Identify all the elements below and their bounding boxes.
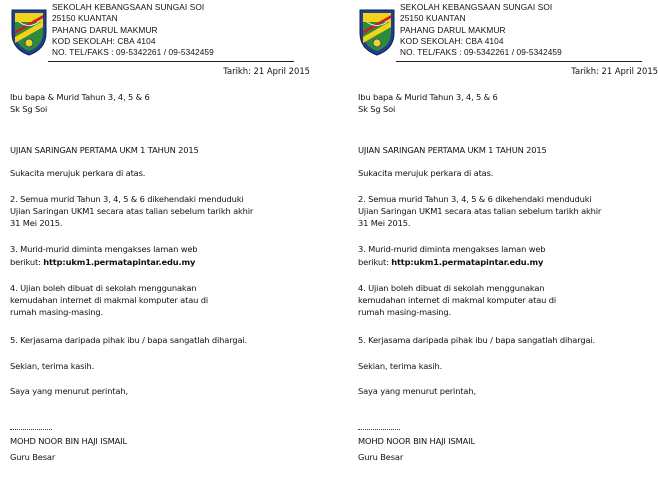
paragraph-3-line-1: 3. Murid-murid diminta mengakses laman web	[10, 244, 198, 254]
header-divider	[48, 61, 294, 62]
school-state: PAHANG DARUL MAKMUR	[400, 24, 506, 35]
paragraph-3-line-2	[10, 257, 195, 267]
signature-line	[358, 429, 400, 430]
paragraph-4-line-3: rumah masing-masing.	[358, 307, 452, 317]
school-code: KOD SEKOLAH: CBA 4104	[400, 35, 504, 46]
website-url[interactable]: http:ukm1.permatapintar.edu.my	[43, 257, 196, 267]
school-crest-logo	[358, 7, 396, 57]
paragraph-3-prefix: berikut:	[358, 257, 392, 267]
school-letterhead	[52, 2, 292, 58]
reference-line: Sukacita merujuk perkara di atas.	[10, 168, 146, 178]
school-postcode-city: 25150 KUANTAN	[400, 13, 466, 24]
website-url[interactable]: http:ukm1.permatapintar.edu.my	[391, 257, 544, 267]
recipient-line-1: Ibu bapa & Murid Tahun 3, 4, 5 & 6	[358, 92, 498, 102]
school-name: SEKOLAH KEBANGSAAN SUNGAI SOI	[52, 2, 205, 12]
paragraph-4-line-1: 4. Ujian boleh dibuat di sekolah menggunakan	[358, 283, 545, 293]
letter-right	[358, 0, 658, 479]
closing-line: Sekian, terima kasih.	[10, 361, 95, 371]
paragraph-4-line-1: 4. Ujian boleh dibuat di sekolah menggunakan	[10, 283, 197, 293]
school-postcode-city: 25150 KUANTAN	[52, 13, 118, 24]
signatory-name: MOHD NOOR BIN HAJI ISMAIL	[358, 436, 475, 446]
paragraph-4-line-2: kemudahan internet di makmal komputer atau di	[358, 295, 557, 305]
school-crest-logo	[10, 7, 48, 57]
paragraph-2-line-1: 2. Semua murid Tahun 3, 4, 5 & 6 dikehendaki menduduki	[358, 194, 592, 204]
school-state: PAHANG DARUL MAKMUR	[52, 24, 158, 35]
signature-line	[10, 429, 52, 430]
paragraph-3-line-2	[358, 257, 543, 267]
school-letterhead	[400, 2, 640, 58]
school-phone-fax: NO. TEL/FAKS : 09-5342261 / 09-5342459	[400, 47, 562, 58]
letter-left	[10, 0, 310, 479]
paragraph-4-line-3: rumah masing-masing.	[10, 307, 104, 317]
recipient-line-2: Sk Sg Soi	[10, 104, 48, 114]
school-phone-fax: NO. TEL/FAKS : 09-5342261 / 09-5342459	[52, 47, 214, 58]
signatory-title: Guru Besar	[358, 452, 404, 462]
letter-subject: UJIAN SARINGAN PERTAMA UKM 1 TAHUN 2015	[358, 145, 547, 155]
paragraph-5: 5. Kerjasama daripada pihak ibu / bapa sangatlah dihargai.	[10, 335, 248, 345]
paragraph-3-prefix: berikut:	[10, 257, 44, 267]
paragraph-4-line-2: kemudahan internet di makmal komputer atau di	[10, 295, 209, 305]
recipient-line-2: Sk Sg Soi	[358, 104, 396, 114]
closing-line: Sekian, terima kasih.	[358, 361, 443, 371]
paragraph-2-line-3: 31 Mei 2015.	[358, 218, 411, 228]
signatory-title: Guru Besar	[10, 452, 56, 462]
school-code: KOD SEKOLAH: CBA 4104	[52, 35, 156, 46]
header-divider	[396, 61, 642, 62]
recipient-line-1: Ibu bapa & Murid Tahun 3, 4, 5 & 6	[10, 92, 150, 102]
reference-line: Sukacita merujuk perkara di atas.	[358, 168, 494, 178]
letter-subject: UJIAN SARINGAN PERTAMA UKM 1 TAHUN 2015	[10, 145, 199, 155]
paragraph-2-line-2: Ujian Saringan UKM1 secara atas talian sebelum tarikh akhir	[358, 206, 602, 216]
paragraph-2-line-3: 31 Mei 2015.	[10, 218, 63, 228]
paragraph-3-line-1: 3. Murid-murid diminta mengakses laman web	[358, 244, 546, 254]
paragraph-2-line-1: 2. Semua murid Tahun 3, 4, 5 & 6 dikehendaki menduduki	[10, 194, 244, 204]
paragraph-5: 5. Kerjasama daripada pihak ibu / bapa sangatlah dihargai.	[358, 335, 596, 345]
signatory-name: MOHD NOOR BIN HAJI ISMAIL	[10, 436, 127, 446]
sign-off-line: Saya yang menurut perintah,	[358, 386, 476, 396]
sign-off-line: Saya yang menurut perintah,	[10, 386, 128, 396]
school-name: SEKOLAH KEBANGSAAN SUNGAI SOI	[400, 2, 553, 12]
letter-date: Tarikh: 21 April 2015	[223, 66, 310, 76]
letter-date: Tarikh: 21 April 2015	[571, 66, 658, 76]
paragraph-2-line-2: Ujian Saringan UKM1 secara atas talian sebelum tarikh akhir	[10, 206, 254, 216]
